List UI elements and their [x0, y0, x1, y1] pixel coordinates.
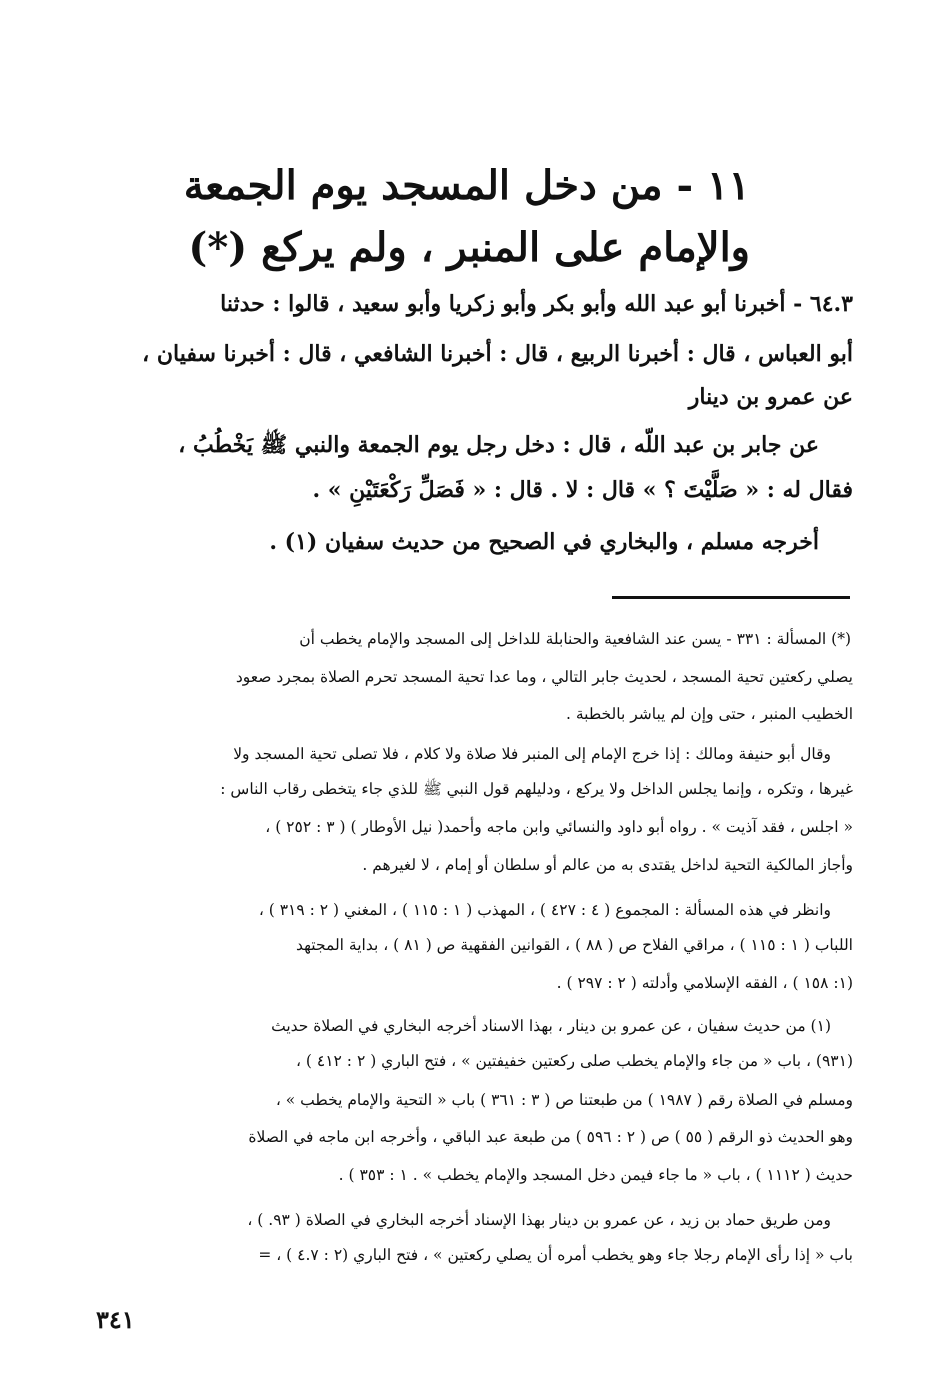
hadith-isnad-line-2: أبو العباس ، قال : أخبرنا الربيع ، قال : أخبرنا الشافعي ، قال : أخبرنا سفيان ، — [142, 341, 853, 367]
footnote-hammad-line-1: ومن طريق حماد بن زيد ، عن عمرو بن دينار بهذا الإسناد أخرجه البخاري في الصلاة ( ٩٣. ) ، — [247, 1211, 831, 1229]
chapter-title-line-1: ١١ - من دخل المسجد يوم الجمعة — [183, 162, 750, 209]
footnote-hanafi-line-2: غيرها ، وتكره ، وإنما يجلس الداخل ولا يركع ، ودليلهم قول النبي ﷺ للذي جاء يتخطى رقاب الناس : — [220, 780, 853, 798]
footnote-hammad-line-2: باب « إذا رأى الإمام رجلا جاء وهو يخطب أمره أن يصلي ركعتين » ، فتح الباري (٢ : ٤.٧ ) ، = — [258, 1246, 853, 1264]
footnote-star-line-3: الخطيب المنبر ، حتى وإن لم يباشر بالخطبة . — [566, 705, 853, 723]
hadith-isnad-line-1: ٦٤.٣ - أخبرنا أبو عبد الله وأبو بكر وأبو زكريا وأبو سعيد ، قالوا : حدثنا — [220, 291, 853, 317]
footnote-divider — [612, 596, 850, 599]
footnote-1-line-5: حديث ( ١١١٢ ) ، باب « ما جاء فيمن دخل المسجد والإمام يخطب » . ١ : ٣٥٣ ) . — [338, 1166, 853, 1184]
footnote-star-line-1: (*) المسألة : ٣٣١ - يسن عند الشافعية والحنابلة للداخل إلى المسجد والإمام يخطب أن — [299, 630, 851, 648]
footnote-1-line-4: وهو الحديث ذو الرقم ( ٥٥ ) ص ( ٢ : ٥٩٦ ) من طبعة عبد الباقي ، وأخرجه ابن ماجه في الصلاة — [248, 1128, 853, 1146]
footnote-1-line-3: ومسلم في الصلاة رقم ( ١٩٨٧ ) من طبعتنا ص ( ٣ : ٣٦١ ) باب « التحية والإمام يخطب » ، — [275, 1091, 853, 1109]
footnote-1-line-2: (٩٣١) ، باب « من جاء والإمام يخطب صلى ركعتين خفيفتين » ، فتح الباري ( ٢ : ٤١٢ ) ، — [295, 1052, 853, 1070]
chapter-title-line-2: والإمام على المنبر ، ولم يركع (*) — [188, 224, 750, 271]
footnote-hanafi-line-4: وأجاز المالكية التحية لداخل يقتدى به من عالم أو سلطان أو إمام ، لا لغيرهم . — [362, 856, 853, 874]
footnote-star-line-2: يصلي ركعتين تحية المسجد ، لحديث جابر التالي ، وما عدا تحية المسجد تحرم الصلاة بمجرد صعود — [235, 668, 853, 686]
hadith-matn-line-1: عن جابر بن عبد اللّه ، قال : دخل رجل يوم الجمعة والنبي ﷺ يَخْطُبُ ، — [178, 432, 819, 458]
hadith-matn-line-2: فقال له : « صَلَّيْتَ ؟ » قال : لا . قال : « فَصَلِّ رَكْعَتَيْنِ » . — [312, 477, 853, 503]
footnote-1-line-1: (١) من حديث سفيان ، عن عمرو بن دينار ، بهذا الاسناد أخرجه البخاري في الصلاة حديث — [271, 1017, 831, 1035]
page-number: ٣٤١ — [96, 1305, 135, 1334]
footnote-refs-line-1: وانظر في هذه المسألة : المجموع ( ٤ : ٤٢٧ ) ، المهذب ( ١ : ١١٥ ) ، المغني ( ٢ : ٣١٩ ) ، — [258, 901, 831, 919]
footnote-hanafi-line-1: وقال أبو حنيفة ومالك : إذا خرج الإمام إلى المنبر فلا صلاة ولا كلام ، فلا تصلى تحية المسجد ولا — [233, 745, 831, 763]
footnote-hanafi-line-3: « اجلس ، فقد آذيت » . رواه أبو داود والنسائي وابن ماجه وأحمد( نيل الأوطار ) ( ٣ : ٢٥٢ ) ، — [265, 818, 853, 836]
footnote-refs-line-3: (١: ١٥٨ ) ، الفقه الإسلامي وأدلته ( ٢ : ٢٩٧ ) . — [556, 974, 853, 992]
footnote-refs-line-2: اللباب ( ١ : ١١٥ ) ، مراقي الفلاح ص ( ٨٨ ) ، القوانين الفقهية ص ( ٨١ ) ، بداية المجتهد — [296, 936, 853, 954]
hadith-isnad-line-3: عن عمرو بن دينار — [688, 384, 853, 410]
hadith-takhrij: أخرجه مسلم ، والبخاري في الصحيح من حديث سفيان (١) . — [269, 529, 819, 555]
